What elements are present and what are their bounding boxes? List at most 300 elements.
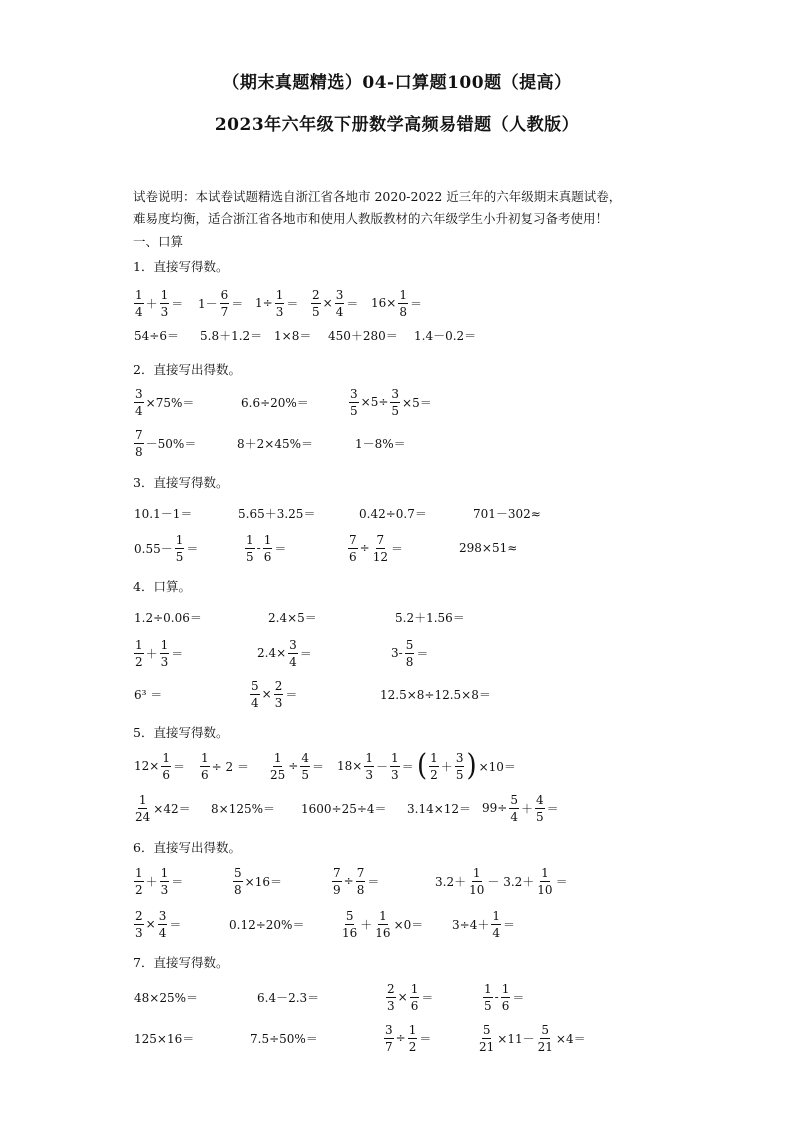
expression-text: ＝ (169, 917, 182, 932)
calculation-problem (249, 673, 298, 715)
expression-text: ＝ (171, 874, 184, 889)
fraction-denominator: 4 (135, 304, 143, 319)
calculation-problem (199, 314, 263, 356)
fraction (175, 534, 185, 563)
fraction-denominator: 4 (492, 925, 500, 940)
fraction-numerator: 3 (289, 637, 297, 652)
fraction-numerator: 1 (399, 287, 407, 302)
fraction (161, 752, 171, 781)
calculation-problem (451, 903, 516, 945)
problem-row (0, 745, 794, 787)
fraction (200, 752, 210, 781)
fraction-denominator: 8 (399, 304, 407, 319)
fraction (535, 794, 545, 823)
fraction-numerator: 7 (376, 532, 385, 547)
fraction-denominator: 25 (270, 767, 286, 782)
fraction (483, 983, 493, 1012)
calculation-problem (249, 1017, 319, 1059)
fraction-numerator: 1 (275, 287, 284, 302)
calculation-problem (347, 527, 404, 569)
calculation-problem (383, 1017, 432, 1059)
expression-text: 3.14×12＝ (407, 801, 472, 816)
fraction-numerator: 1 (379, 908, 387, 923)
question-heading: 5．直接写得数。 (133, 725, 229, 740)
fraction (233, 867, 243, 896)
fraction-denominator: 3 (387, 998, 395, 1013)
question-heading: 3．直接写得数。 (133, 475, 229, 490)
fraction-denominator: 12 (372, 549, 388, 564)
fraction-denominator: 3 (160, 882, 169, 897)
fraction (250, 680, 260, 709)
expression-text: － (375, 759, 388, 774)
expression-text: 1600÷25÷4＝ (301, 801, 387, 816)
fraction (374, 910, 391, 939)
expression-text: ×0＝ (393, 917, 424, 932)
expression-text: ＝ (346, 296, 359, 311)
fraction-numerator: 2 (135, 908, 143, 923)
expression-text: ×5＝ (402, 395, 432, 410)
expression-text: 1.4－0.2＝ (414, 328, 477, 343)
expression-text: ＝ (171, 646, 184, 661)
expression-text: ＝ (555, 874, 568, 889)
fraction-denominator: 8 (356, 882, 365, 897)
calculation-problem (133, 527, 199, 569)
fraction-denominator: 6 (410, 998, 419, 1013)
expression-text: 0.12÷20%＝ (229, 917, 305, 932)
calculation-problem (481, 787, 560, 829)
fraction-numerator: 2 (387, 981, 395, 996)
expression-text: 1－8%＝ (355, 436, 406, 451)
fraction-denominator: 3 (135, 925, 143, 940)
fraction (537, 1024, 554, 1053)
fraction-numerator: 3 (350, 386, 358, 401)
fraction-denominator: 5 (455, 767, 464, 782)
expression-text: ÷ (288, 759, 299, 773)
fraction-denominator: 4 (510, 809, 518, 824)
part-title: 一、口算 (133, 234, 184, 249)
calculation-problem (133, 745, 186, 787)
fraction (501, 983, 511, 1012)
calculation-problem (256, 632, 313, 674)
expression-text: 10.1－1＝ (134, 506, 193, 521)
fraction-numerator: 5 (510, 792, 518, 807)
fraction-numerator: 3 (335, 287, 344, 302)
calculation-problem (385, 976, 434, 1018)
calculation-problem (133, 314, 180, 356)
expression-text: 2.4× (257, 646, 287, 660)
fraction (341, 910, 358, 939)
fraction (384, 1024, 394, 1053)
calculation-problem (354, 422, 407, 464)
expression-text: 8×125%＝ (211, 801, 275, 816)
expression-text: ＝ (231, 296, 244, 311)
fraction (405, 639, 415, 668)
calculation-problem (256, 976, 320, 1018)
calculation-problem (240, 381, 310, 423)
fraction-numerator: 5 (482, 1022, 491, 1037)
fraction-denominator: 2 (408, 1039, 417, 1054)
fraction (390, 752, 400, 781)
fraction-denominator: 4 (135, 403, 143, 418)
fraction-numerator: 2 (312, 287, 320, 302)
calculation-problem (133, 903, 182, 945)
fraction (160, 639, 170, 668)
fraction-numerator: 5 (405, 637, 414, 652)
fraction-denominator: 7 (385, 1039, 393, 1054)
expression-text: ×75%＝ (145, 395, 195, 410)
calculation-problem (244, 527, 287, 569)
calculation-problem (406, 787, 472, 829)
fraction-denominator: 5 (312, 304, 320, 319)
fraction-denominator: 6 (349, 549, 357, 564)
instructions-line: 难易度均衡，适合浙江省各地市和使用人教版教材的六年级学生小升初复习备考使用！ (133, 211, 609, 226)
expression-text: ＝ (512, 990, 525, 1005)
fraction (348, 534, 358, 563)
expression-text: ＋ (440, 759, 453, 774)
fraction-numerator: 1 (501, 981, 510, 996)
calculation-problem (236, 422, 314, 464)
fraction (429, 752, 439, 781)
calculation-problem (348, 381, 433, 423)
expression-text: ＝ (390, 541, 403, 556)
expression-text: ÷ 2 ＝ (211, 759, 249, 774)
expression-text: 1－ (198, 296, 218, 311)
expression-text: ＝ (285, 687, 298, 702)
expression-text: 6³ ＝ (134, 687, 163, 702)
fraction (478, 1024, 495, 1053)
expression-text: ＝ (416, 646, 429, 661)
fraction (332, 867, 342, 896)
expression-text: 5.8＋1.2＝ (200, 328, 263, 343)
expression-text: ÷ (343, 874, 354, 888)
expression-text: ＋ (520, 801, 533, 816)
fraction-numerator: 1 (160, 637, 169, 652)
expression-text: 701－302≈ (473, 506, 541, 521)
expression-text: ×5÷ (360, 395, 389, 409)
question-heading: 1．直接写得数。 (133, 259, 229, 274)
fraction-denominator: 24 (135, 809, 151, 824)
exam-instructions (133, 186, 673, 230)
fraction-numerator: 1 (135, 287, 143, 302)
calculation-problem (413, 314, 477, 356)
fraction (134, 388, 144, 417)
fraction-numerator: 1 (492, 908, 500, 923)
fraction (364, 752, 374, 781)
expression-text: 3÷4＋ (452, 917, 490, 932)
fraction (386, 983, 396, 1012)
expression-text: × (145, 917, 156, 931)
calculation-problem (232, 860, 283, 902)
expression-text: 5.2＋1.56＝ (395, 610, 465, 625)
fraction-denominator: 10 (537, 882, 553, 897)
fraction-numerator: 1 (175, 532, 184, 547)
problem-row (0, 976, 794, 1018)
expression-text: ＝ (286, 296, 299, 311)
fraction (468, 867, 485, 896)
parenthesis: ( (417, 748, 428, 784)
expression-text: 54÷6＝ (134, 328, 179, 343)
fraction (134, 429, 144, 458)
calculation-problem (340, 903, 424, 945)
fraction-denominator: 3 (160, 654, 169, 669)
expression-text: 6.4－2.3＝ (257, 990, 320, 1005)
fraction-numerator: 1 (135, 865, 143, 880)
calculation-problem (416, 745, 517, 787)
fraction-numerator: 1 (410, 981, 419, 996)
fraction (134, 794, 151, 823)
fraction-denominator: 5 (484, 998, 492, 1013)
calculation-problem (133, 381, 195, 423)
calculation-problem (327, 314, 399, 356)
fraction-denominator: 3 (390, 767, 399, 782)
calculation-problem (273, 314, 312, 356)
problem-row (0, 422, 794, 464)
calculation-problem (133, 787, 192, 829)
expression-text: 1.2÷0.06＝ (134, 610, 202, 625)
expression-text: ＝ (409, 296, 422, 311)
expression-text: ＝ (172, 759, 185, 774)
expression-text: 3.2＋ (435, 874, 467, 889)
fraction-denominator: 4 (251, 695, 259, 710)
calculation-problem (199, 745, 250, 787)
expression-text: 8＋2×45%＝ (237, 436, 313, 451)
calculation-problem (133, 1017, 195, 1059)
fraction-denominator: 3 (274, 695, 283, 710)
fraction-denominator: 8 (135, 444, 143, 459)
fraction-denominator: 16 (342, 925, 358, 940)
expression-text: ×16＝ (244, 874, 282, 889)
expression-text: ＋ (145, 874, 158, 889)
fraction (274, 680, 284, 709)
fraction-numerator: 6 (220, 287, 229, 302)
fraction-numerator: 3 (391, 386, 400, 401)
calculation-problem (133, 976, 199, 1018)
expression-text: ×4＝ (555, 1031, 586, 1046)
calculation-problem (336, 745, 415, 787)
expression-text: － 3.2＋ (487, 874, 535, 889)
fraction-denominator: 5 (391, 403, 400, 418)
fraction (269, 752, 286, 781)
calculation-problem (133, 632, 184, 674)
problem-row (0, 673, 794, 715)
fraction-denominator: 10 (469, 882, 485, 897)
expression-text: 1÷ (255, 296, 273, 310)
fraction (134, 910, 144, 939)
expression-text: 0.55－ (134, 541, 173, 556)
fraction-numerator: 7 (356, 865, 365, 880)
calculation-problem (210, 787, 276, 829)
fraction-numerator: 1 (390, 750, 399, 765)
calculation-problem (331, 860, 380, 902)
fraction-numerator: 4 (535, 792, 544, 807)
fraction-numerator: 1 (430, 750, 438, 765)
fraction-numerator: 1 (160, 287, 169, 302)
expression-text: ＝ (419, 1031, 432, 1046)
fraction-denominator: 8 (234, 882, 242, 897)
fraction-numerator: 4 (301, 750, 309, 765)
fraction-numerator: 1 (162, 750, 170, 765)
fraction-denominator: 5 (301, 767, 309, 782)
fraction-numerator: 7 (135, 427, 143, 442)
calculation-problem (477, 1017, 587, 1059)
fraction-denominator: 3 (365, 767, 373, 782)
expression-text: ＋ (145, 646, 158, 661)
fraction-numerator: 1 (472, 865, 481, 880)
expression-text: 0.42÷0.7＝ (359, 506, 427, 521)
fraction-denominator: 4 (335, 304, 344, 319)
fraction-numerator: 3 (158, 908, 167, 923)
fraction (245, 534, 255, 563)
expression-text: ×10＝ (478, 759, 516, 774)
fraction-denominator: 6 (201, 767, 209, 782)
expression-text: 5.65＋3.25＝ (238, 506, 316, 521)
problem-row (0, 314, 794, 356)
fraction-numerator: 1 (138, 792, 147, 807)
expression-text: ÷ (359, 541, 370, 555)
expression-text: ＝ (311, 759, 324, 774)
parenthesis: ) (466, 748, 477, 784)
fraction (349, 388, 359, 417)
expression-text: 298×51≈ (459, 541, 518, 555)
expression-text: ＝ (546, 801, 559, 816)
fraction-denominator: 7 (220, 304, 229, 319)
fraction-denominator: 8 (405, 654, 414, 669)
document-title: （期末真题精选）04-口算题100题（提高） (222, 73, 572, 93)
expression-text: × (261, 687, 272, 701)
problem-row (0, 381, 794, 423)
expression-text: - (256, 541, 261, 555)
expression-text: ＋ (145, 296, 158, 311)
fraction-numerator: 2 (274, 678, 283, 693)
expression-text: × (397, 990, 408, 1004)
fraction (390, 388, 400, 417)
fraction (134, 639, 144, 668)
question-heading: 2．直接写出得数。 (133, 362, 241, 377)
fraction (372, 534, 389, 563)
fraction-denominator: 21 (479, 1039, 495, 1054)
fraction (408, 1024, 418, 1053)
fraction-numerator: 1 (160, 865, 169, 880)
fraction-numerator: 1 (484, 981, 492, 996)
fraction-denominator: 21 (537, 1039, 553, 1054)
fraction-numerator: 1 (246, 532, 254, 547)
fraction-denominator: 6 (162, 767, 170, 782)
fraction-numerator: 7 (349, 532, 357, 547)
fraction-numerator: 5 (345, 908, 354, 923)
fraction-denominator: 3 (275, 304, 284, 319)
fraction (134, 867, 144, 896)
fraction-numerator: 3 (385, 1022, 393, 1037)
expression-text: ÷ (395, 1031, 406, 1045)
problem-row (0, 787, 794, 829)
fraction-numerator: 1 (365, 750, 373, 765)
problem-row (0, 860, 794, 902)
fraction-denominator: 4 (289, 654, 297, 669)
fraction-numerator: 1 (263, 532, 272, 547)
calculation-problem (434, 860, 569, 902)
fraction (455, 752, 465, 781)
fraction-denominator: 4 (158, 925, 167, 940)
fraction-denominator: 9 (333, 882, 341, 897)
expression-text: ＝ (421, 990, 434, 1005)
problem-row (0, 632, 794, 674)
instructions-line: 试卷说明：本试卷试题精选自浙江省各地市 2020-2022 近三年的六年级期末真题试卷， (133, 189, 622, 204)
expression-text: 1×8＝ (274, 328, 312, 343)
question-heading: 6．直接写出得数。 (133, 840, 241, 855)
expression-text: 12× (134, 759, 160, 773)
fraction-numerator: 5 (541, 1022, 550, 1037)
calculation-problem (268, 745, 325, 787)
fraction-numerator: 3 (455, 750, 464, 765)
fraction (356, 867, 366, 896)
document-subtitle: 2023年六年级下册数学高频易错题（人教版） (214, 115, 580, 135)
expression-text: 2.4×5＝ (268, 610, 317, 625)
fraction-numerator: 1 (201, 750, 209, 765)
calculation-problem (228, 903, 305, 945)
calculation-problem (390, 632, 429, 674)
expression-text: ＝ (502, 917, 515, 932)
calculation-problem (458, 527, 518, 569)
problem-row (0, 527, 794, 569)
fraction (536, 867, 553, 896)
fraction (288, 639, 298, 668)
expression-text: ＝ (367, 874, 380, 889)
expression-text: ×42＝ (153, 801, 191, 816)
fraction (263, 534, 273, 563)
fraction-numerator: 7 (333, 865, 341, 880)
expression-text: ＝ (299, 646, 312, 661)
calculation-problem (133, 673, 163, 715)
expression-text: 6.6÷20%＝ (241, 395, 309, 410)
problem-row (0, 1017, 794, 1059)
fraction-denominator: 5 (535, 809, 544, 824)
calculation-problem (133, 860, 184, 902)
fraction-numerator: 5 (251, 678, 259, 693)
expression-text: ＋ (360, 917, 373, 932)
fraction-denominator: 6 (501, 998, 510, 1013)
fraction (160, 867, 170, 896)
fraction (158, 910, 168, 939)
fraction (509, 794, 519, 823)
expression-text: 18× (337, 759, 363, 773)
fraction-numerator: 3 (135, 386, 143, 401)
expression-text: - (494, 990, 499, 1004)
calculation-problem (133, 422, 197, 464)
fraction-denominator: 2 (135, 882, 143, 897)
expression-text: 12.5×8÷12.5×8＝ (380, 687, 491, 702)
calculation-problem (482, 976, 525, 1018)
expression-text: ＝ (401, 759, 414, 774)
expression-text: 16× (371, 296, 397, 310)
fraction (410, 983, 420, 1012)
expression-text: 450＋280＝ (328, 328, 398, 343)
fraction (300, 752, 310, 781)
fraction-denominator: 3 (160, 304, 169, 319)
fraction-denominator: 2 (430, 767, 438, 782)
expression-text: ＝ (274, 541, 287, 556)
expression-text: ＝ (186, 541, 199, 556)
fraction-numerator: 1 (273, 750, 282, 765)
fraction-denominator: 5 (246, 549, 254, 564)
expression-text: －50%＝ (145, 436, 197, 451)
fraction-denominator: 6 (263, 549, 272, 564)
expression-text: 125×16＝ (134, 1031, 195, 1046)
fraction-denominator: 16 (375, 925, 391, 940)
question-heading: 4．口算。 (133, 579, 191, 594)
fraction-numerator: 5 (234, 865, 242, 880)
expression-text: 7.5÷50%＝ (250, 1031, 318, 1046)
fraction-numerator: 1 (135, 637, 143, 652)
